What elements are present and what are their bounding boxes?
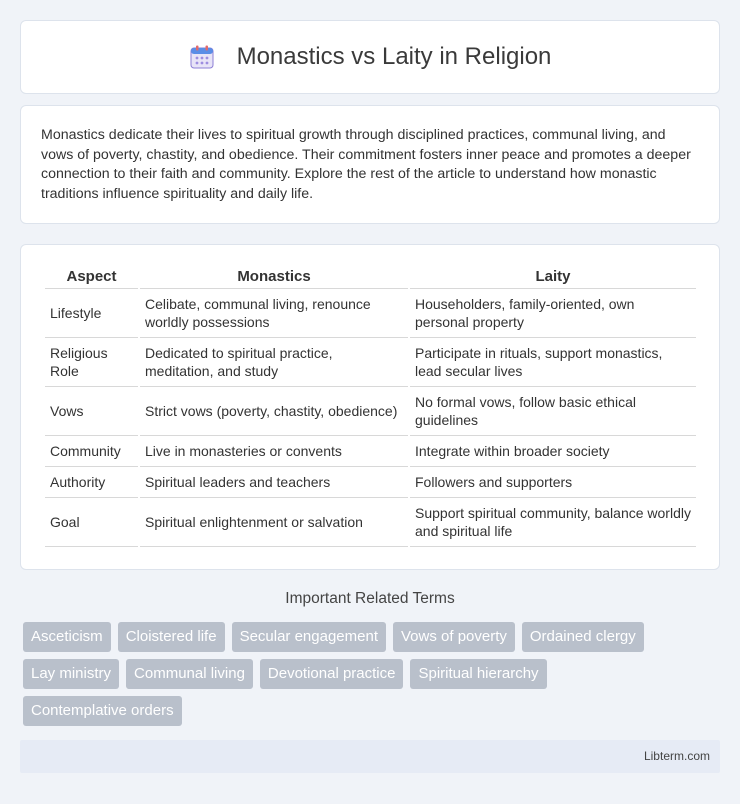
footer — [20, 740, 720, 773]
calendar-icon — [189, 44, 215, 70]
tag-devotional-practice[interactable]: Devotional practice — [260, 659, 404, 689]
related-terms-list — [23, 622, 723, 733]
intro-card — [20, 105, 720, 224]
cell-aspect: Goal — [45, 498, 138, 547]
table-row — [45, 289, 696, 338]
cell-monastics: Live in monasteries or convents — [140, 436, 408, 467]
cell-monastics: Dedicated to spiritual practice, meditation, and study — [140, 338, 408, 387]
cell-monastics: Strict vows (poverty, chastity, obedience) — [140, 387, 408, 436]
cell-aspect: Community — [45, 436, 138, 467]
cell-monastics: Spiritual leaders and teachers — [140, 467, 408, 498]
table-row — [45, 338, 696, 387]
tag-cloistered-life[interactable]: Cloistered life — [118, 622, 225, 652]
cell-monastics: Spiritual enlightenment or salvation — [140, 498, 408, 547]
cell-monastics: Celibate, communal living, renounce worldly possessions — [140, 289, 408, 338]
tag-contemplative-orders[interactable]: Contemplative orders — [23, 696, 182, 726]
cell-laity: Participate in rituals, support monastics, lead secular lives — [410, 338, 696, 387]
cell-aspect: Vows — [45, 387, 138, 436]
cell-aspect: Religious Role — [45, 338, 138, 387]
intro-paragraph: Monastics dedicate their lives to spiritual growth through disciplined practices, communal living, and vows of poverty, chastity, and obedience. Their commitment fosters inner peace and promotes a deeper connection to their faith and community. Explore the rest of the article to understand how monastic traditions influence spirituality and daily life. — [41, 127, 691, 202]
cell-laity: Integrate within broader society — [410, 436, 696, 467]
header-laity: Laity — [410, 265, 696, 289]
page-title: Monastics vs Laity in Religion — [236, 43, 552, 70]
comparison-table — [43, 265, 698, 547]
tag-lay-ministry[interactable]: Lay ministry — [23, 659, 119, 689]
cell-laity: No formal vows, follow basic ethical guidelines — [410, 387, 696, 436]
tag-ordained-clergy[interactable]: Ordained clergy — [522, 622, 644, 652]
tag-communal-living[interactable]: Communal living — [126, 659, 253, 689]
table-row — [45, 498, 696, 547]
tag-spiritual-hierarchy[interactable]: Spiritual hierarchy — [410, 659, 546, 689]
cell-laity: Support spiritual community, balance worldly and spiritual life — [410, 498, 696, 547]
tag-row — [23, 659, 723, 689]
cell-aspect: Authority — [45, 467, 138, 498]
table-header-row — [45, 265, 696, 289]
tag-row — [23, 696, 723, 726]
cell-aspect: Lifestyle — [45, 289, 138, 338]
tag-row — [23, 622, 723, 652]
header-monastics: Monastics — [140, 265, 408, 289]
title-wrap — [189, 43, 552, 71]
cell-laity: Followers and supporters — [410, 467, 696, 498]
table-row — [45, 387, 696, 436]
related-terms-title: Important Related Terms — [285, 590, 455, 607]
footer-site-link[interactable]: Libterm.com — [643, 749, 710, 763]
table-row — [45, 467, 696, 498]
tag-secular-engagement[interactable]: Secular engagement — [232, 622, 386, 652]
cell-laity: Householders, family-oriented, own personal property — [410, 289, 696, 338]
table-row — [45, 436, 696, 467]
comparison-table-card — [20, 244, 720, 570]
header-aspect: Aspect — [45, 265, 138, 289]
tag-vows-of-poverty[interactable]: Vows of poverty — [393, 622, 515, 652]
tag-asceticism[interactable]: Asceticism — [23, 622, 111, 652]
header-card — [20, 20, 720, 94]
